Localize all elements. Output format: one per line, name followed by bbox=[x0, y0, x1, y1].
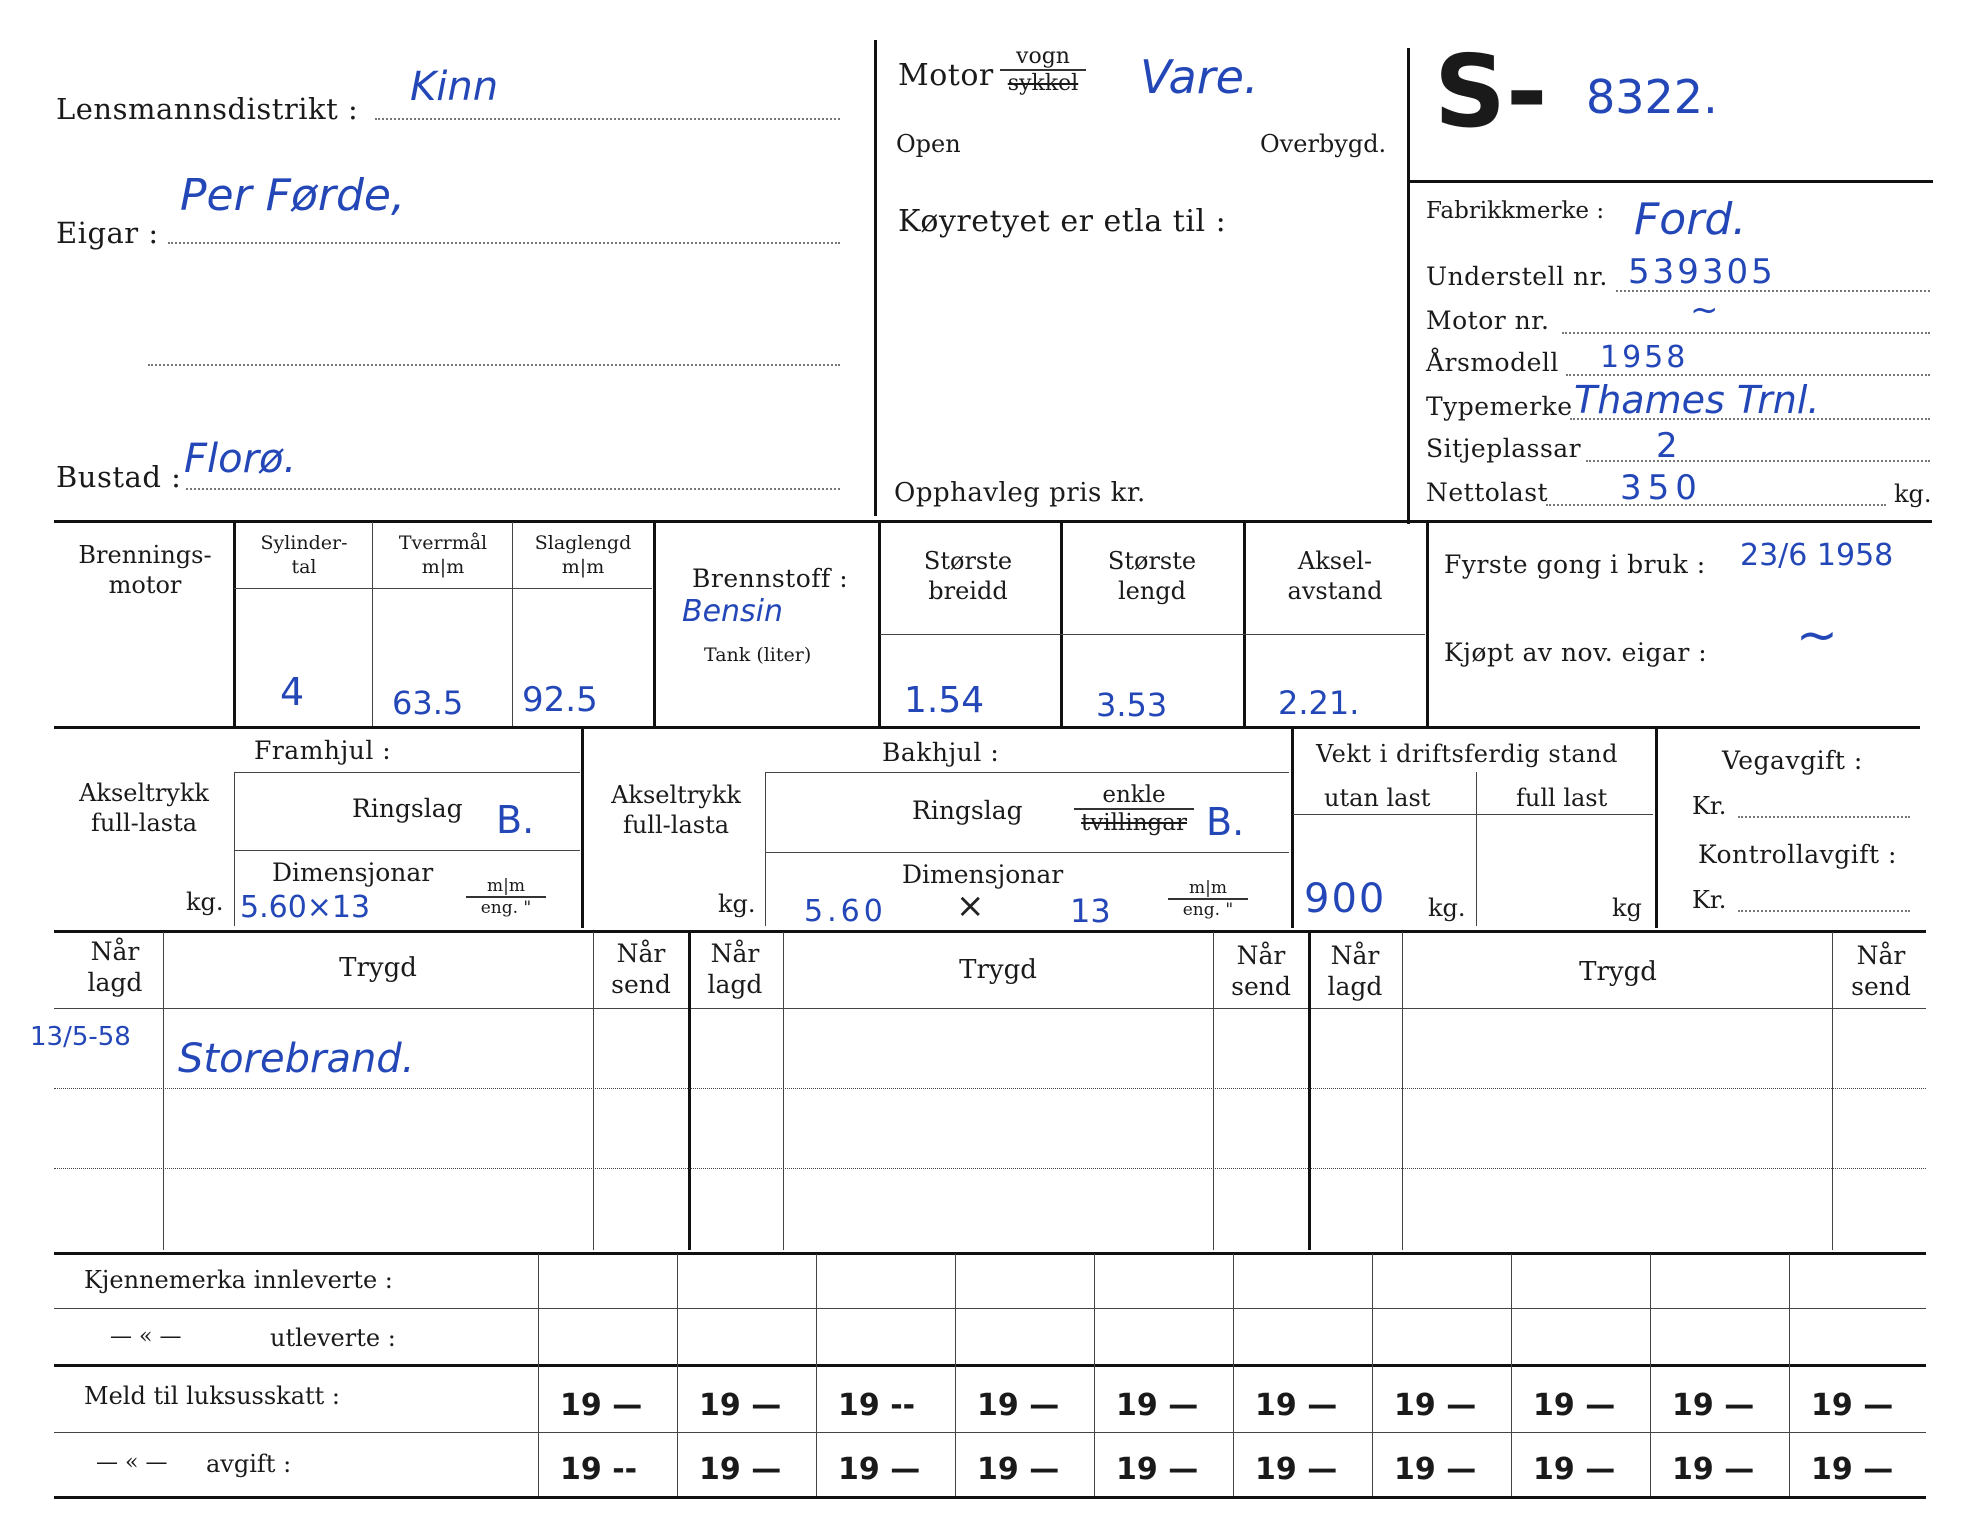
tverrmal-unit: m|m bbox=[421, 555, 465, 578]
bak-dim-a: 5.60 bbox=[804, 894, 887, 929]
engine-subhead-rule bbox=[234, 588, 652, 589]
ins-col1-nar-send: Når send bbox=[611, 939, 671, 1000]
footer-col bbox=[1511, 1254, 1512, 1496]
bak-ringslag-label: Ringslag bbox=[912, 796, 1023, 825]
footer-rule bbox=[54, 1364, 1926, 1367]
fram-dim-value: 5.60×13 bbox=[240, 890, 371, 925]
insurance-col bbox=[1832, 932, 1833, 1250]
fram-mm-label: m|m bbox=[466, 876, 546, 898]
ins-col1-nar-lagd: Når lagd bbox=[87, 937, 143, 998]
framhjul-label: Framhjul : bbox=[254, 736, 392, 765]
wheels-subhead-rule bbox=[234, 772, 580, 773]
year-cell: 19 — bbox=[1672, 1388, 1755, 1423]
kjopt-value: ~ bbox=[1796, 606, 1838, 664]
slaglengd-text: Slaglengd bbox=[534, 532, 632, 554]
motor-nr-label: Motor nr. bbox=[1426, 306, 1550, 335]
overbygd-label: Overbygd. bbox=[1260, 130, 1387, 158]
footer-col bbox=[955, 1254, 956, 1496]
ins-col1-trygd: Trygd bbox=[339, 953, 417, 983]
engine-divider bbox=[1243, 522, 1246, 726]
engine-divider bbox=[1426, 522, 1429, 726]
nettolast-unit: kg. bbox=[1894, 480, 1932, 508]
motor-nr-value: ~ bbox=[1690, 290, 1719, 330]
motor-nr-line bbox=[1562, 332, 1930, 334]
year-cell: 19 — bbox=[1394, 1452, 1477, 1487]
reg-number: 8322. bbox=[1586, 70, 1718, 124]
fram-ringslag-value: B. bbox=[496, 798, 535, 842]
wheels-mid-rule bbox=[234, 850, 580, 851]
motor-value: Vare. bbox=[1140, 50, 1259, 104]
bak-enkle-tvillingar bbox=[1074, 782, 1194, 836]
koyretyet-label: Køyretyet er etla til : bbox=[898, 204, 1227, 239]
footer-col bbox=[1094, 1254, 1095, 1496]
meld-label: Meld til luksusskatt : bbox=[84, 1382, 341, 1410]
akselavstand-value: 2.21. bbox=[1278, 684, 1360, 722]
footer-col bbox=[1233, 1254, 1234, 1496]
footer-bottom-rule bbox=[54, 1496, 1926, 1499]
bak-enkle-label: enkle bbox=[1074, 782, 1194, 810]
year-cell: 19 — bbox=[977, 1452, 1060, 1487]
footer-col bbox=[1789, 1254, 1790, 1496]
avgift-label: avgift : bbox=[206, 1450, 292, 1478]
kontrollavgift-line bbox=[1738, 910, 1910, 912]
sylindertal-label: Sylinder-tal bbox=[260, 532, 348, 578]
tverrmal-label bbox=[380, 532, 506, 580]
slaglengd-label bbox=[518, 532, 648, 580]
year-cell: 19 -- bbox=[838, 1388, 916, 1423]
motor-label: Motor bbox=[898, 58, 994, 93]
nettolast-value: 350 bbox=[1620, 468, 1703, 508]
fram-dimensjonar-label: Dimensjonar bbox=[272, 858, 434, 887]
sitjeplassar-label: Sitjeplassar bbox=[1426, 434, 1582, 463]
motor-vogn: vogn bbox=[1000, 44, 1086, 71]
sylindertal-value: 4 bbox=[280, 670, 305, 714]
vegavgift-kr: Kr. bbox=[1692, 792, 1727, 820]
storste-lengd-label: Største lengd bbox=[1107, 547, 1197, 605]
ins-col3-nar-lagd: Når lagd bbox=[1327, 941, 1383, 1002]
wheels-subhead-rule bbox=[765, 772, 1289, 773]
fabrikkmerke-label: Fabrikkmerke : bbox=[1426, 198, 1605, 224]
year-cell: 19 — bbox=[1672, 1452, 1755, 1487]
ins-col3-nar-send: Når send bbox=[1851, 941, 1911, 1002]
opphavleg-label: Opphavleg pris kr. bbox=[894, 478, 1146, 508]
engine-divider bbox=[1060, 522, 1063, 726]
year-cell: 19 — bbox=[699, 1452, 782, 1487]
header-divider-left bbox=[874, 40, 877, 516]
ins-row1-trygd: Storebrand. bbox=[178, 1036, 415, 1082]
header-divider-right bbox=[1407, 48, 1410, 524]
year-cell: 19 — bbox=[1394, 1388, 1477, 1423]
wheels-divider bbox=[765, 772, 766, 926]
bak-mm-label: m|m bbox=[1168, 878, 1248, 900]
engine-divider bbox=[512, 522, 513, 726]
utleverte-ditto: — « — bbox=[110, 1324, 182, 1349]
fram-kg-label: kg. bbox=[186, 888, 224, 916]
brenningsmotor-label: Brennings-motor bbox=[78, 541, 212, 599]
kontrollavgift-kr: Kr. bbox=[1692, 886, 1727, 914]
sitjeplassar-line bbox=[1586, 460, 1930, 462]
vegavgift-line bbox=[1738, 816, 1910, 818]
wheels-divider bbox=[234, 772, 235, 926]
kontrollavgift-label: Kontrollavgift : bbox=[1698, 840, 1897, 869]
engine-divider bbox=[233, 522, 236, 726]
bustad-label: Bustad : bbox=[56, 460, 182, 494]
arsmodell-label: Årsmodell bbox=[1426, 348, 1559, 377]
eigar-line-2 bbox=[148, 364, 840, 366]
bustad-line bbox=[186, 488, 840, 490]
fram-akseltrykk-label: Akseltrykk full-lasta bbox=[79, 779, 209, 837]
header-bottom-rule bbox=[54, 520, 1932, 523]
arsmodell-value: 1958 bbox=[1600, 340, 1689, 375]
bak-dim-x: × bbox=[956, 886, 985, 926]
wheels-subhead-rule bbox=[1293, 814, 1653, 815]
full-last-label: full last bbox=[1516, 784, 1608, 812]
year-cell: 19 — bbox=[699, 1388, 782, 1423]
nettolast-label: Nettolast bbox=[1426, 478, 1549, 507]
storste-lengd-value: 3.53 bbox=[1096, 686, 1168, 724]
akselavstand-label: Aksel-avstand bbox=[1287, 547, 1383, 605]
bak-kg-label: kg. bbox=[718, 890, 756, 918]
understell-label: Understell nr. bbox=[1426, 262, 1608, 291]
nettolast-line bbox=[1546, 504, 1886, 506]
bakhjul-label: Bakhjul : bbox=[882, 738, 1000, 767]
eigar-value: Per Førde, bbox=[180, 170, 405, 221]
engine-subhead-rule bbox=[880, 634, 1425, 635]
reg-box-bottom bbox=[1408, 180, 1933, 183]
eigar-label: Eigar : bbox=[56, 216, 159, 250]
engine-divider bbox=[878, 522, 881, 726]
year-cell: 19 — bbox=[1116, 1388, 1199, 1423]
year-cell: 19 — bbox=[1255, 1452, 1338, 1487]
bak-dim-unit bbox=[1168, 878, 1248, 920]
slaglengd-unit: m|m bbox=[561, 555, 605, 578]
fabrikkmerke-value: Ford. bbox=[1634, 194, 1747, 245]
brennstoff-value: Bensin bbox=[682, 594, 784, 629]
insurance-col bbox=[1402, 932, 1403, 1250]
year-cell: 19 — bbox=[560, 1388, 643, 1423]
fyrste-gong-label: Fyrste gong i bruk : bbox=[1444, 550, 1706, 579]
insurance-col bbox=[1213, 932, 1214, 1250]
year-cell: 19 — bbox=[838, 1452, 921, 1487]
insurance-head-rule bbox=[54, 1008, 1926, 1009]
tank-label: Tank (liter) bbox=[704, 644, 812, 666]
utan-last-value: 900 bbox=[1304, 876, 1387, 922]
year-cell: 19 — bbox=[1811, 1452, 1894, 1487]
engine-divider bbox=[653, 522, 656, 726]
engine-divider bbox=[372, 522, 373, 726]
insurance-row-rule bbox=[54, 1168, 1926, 1169]
typemerke-value: Thames Trnl. bbox=[1574, 378, 1820, 422]
insurance-col bbox=[593, 932, 594, 1250]
footer-col bbox=[538, 1254, 539, 1496]
footer-mid-rule bbox=[54, 1432, 1926, 1433]
ins-col2-nar-lagd: Når lagd bbox=[707, 939, 763, 1000]
wheels-mid-rule bbox=[765, 852, 1289, 853]
sitjeplassar-value: 2 bbox=[1656, 426, 1678, 466]
utleverte-label: utleverte : bbox=[270, 1324, 396, 1352]
avgift-ditto: — « — bbox=[96, 1450, 168, 1475]
footer-col bbox=[1372, 1254, 1373, 1496]
year-cell: 19 — bbox=[1533, 1388, 1616, 1423]
storste-breidd-label: Største breidd bbox=[923, 547, 1013, 605]
kjennemerka-label: Kjennemerka innleverte : bbox=[84, 1266, 393, 1294]
year-cell: 19 — bbox=[977, 1388, 1060, 1423]
motor-type-fraction bbox=[1000, 44, 1086, 96]
fyrste-gong-value: 23/6 1958 bbox=[1740, 538, 1894, 573]
understell-value: 539305 bbox=[1628, 252, 1776, 292]
brennstoff-label: Brennstoff : bbox=[692, 564, 849, 593]
insurance-bottom-rule bbox=[54, 1252, 1926, 1255]
fram-ringslag-label: Ringslag bbox=[352, 794, 463, 823]
wheels-bottom-rule bbox=[54, 930, 1926, 933]
wheels-divider bbox=[1476, 772, 1477, 926]
footer-col bbox=[1650, 1254, 1651, 1496]
bak-akseltrykk-label: Akseltrykk full-lasta bbox=[611, 781, 741, 839]
engine-bottom-rule bbox=[54, 726, 1920, 729]
fram-dim-unit bbox=[466, 876, 546, 918]
vekt-label: Vekt i driftsferdig stand bbox=[1316, 740, 1618, 768]
wheels-divider bbox=[1291, 728, 1294, 928]
typemerke-label: Typemerke bbox=[1426, 392, 1573, 421]
motor-sykkel: sykkel bbox=[1007, 71, 1079, 96]
ins-col2-nar-send: Når send bbox=[1231, 941, 1291, 1002]
kjopt-label: Kjøpt av nov. eigar : bbox=[1444, 638, 1708, 667]
footer-col bbox=[816, 1254, 817, 1496]
year-cell: 19 — bbox=[1116, 1452, 1199, 1487]
lensmannsdistrikt-line bbox=[375, 118, 840, 120]
insurance-row-rule bbox=[54, 1088, 1926, 1089]
open-label: Open bbox=[896, 130, 961, 158]
ins-row1-date: 13/5-58 bbox=[30, 1022, 131, 1052]
year-cell: 19 — bbox=[1811, 1388, 1894, 1423]
year-cell: 19 — bbox=[1255, 1388, 1338, 1423]
year-cell: 19 — bbox=[1533, 1452, 1616, 1487]
bak-dimensjonar-label: Dimensjonar bbox=[902, 860, 1064, 889]
lensmannsdistrikt-value: Kinn bbox=[410, 64, 499, 110]
wheels-divider bbox=[581, 728, 584, 928]
year-cell: 19 -- bbox=[560, 1452, 638, 1487]
storste-breidd-value: 1.54 bbox=[904, 680, 985, 721]
full-last-kg: kg bbox=[1612, 894, 1642, 922]
bak-dim-b: 13 bbox=[1070, 892, 1111, 930]
tverrmal-text: Tverrmål bbox=[398, 532, 488, 554]
bak-ringslag-value: B. bbox=[1206, 800, 1245, 844]
tverrmal-value: 63.5 bbox=[392, 684, 464, 722]
utan-last-kg: kg. bbox=[1428, 894, 1466, 922]
footer-col bbox=[677, 1254, 678, 1496]
reg-prefix: S- bbox=[1434, 33, 1548, 150]
wheels-divider bbox=[1655, 728, 1658, 928]
bak-tvillingar-label: tvillingar bbox=[1081, 810, 1187, 836]
bustad-value: Florø. bbox=[184, 436, 297, 482]
lensmannsdistrikt-label: Lensmannsdistrikt : bbox=[56, 92, 359, 126]
eigar-line bbox=[168, 242, 840, 244]
slaglengd-value: 92.5 bbox=[522, 680, 598, 720]
vegavgift-label: Vegavgift : bbox=[1722, 746, 1863, 775]
ins-col3-trygd: Trygd bbox=[1579, 957, 1657, 987]
bak-eng-label: eng. " bbox=[1182, 900, 1234, 920]
utan-last-label: utan last bbox=[1324, 784, 1431, 812]
fram-eng-label: eng. " bbox=[480, 898, 532, 918]
ins-col2-trygd: Trygd bbox=[959, 955, 1037, 985]
footer-mid-rule bbox=[54, 1308, 1926, 1309]
